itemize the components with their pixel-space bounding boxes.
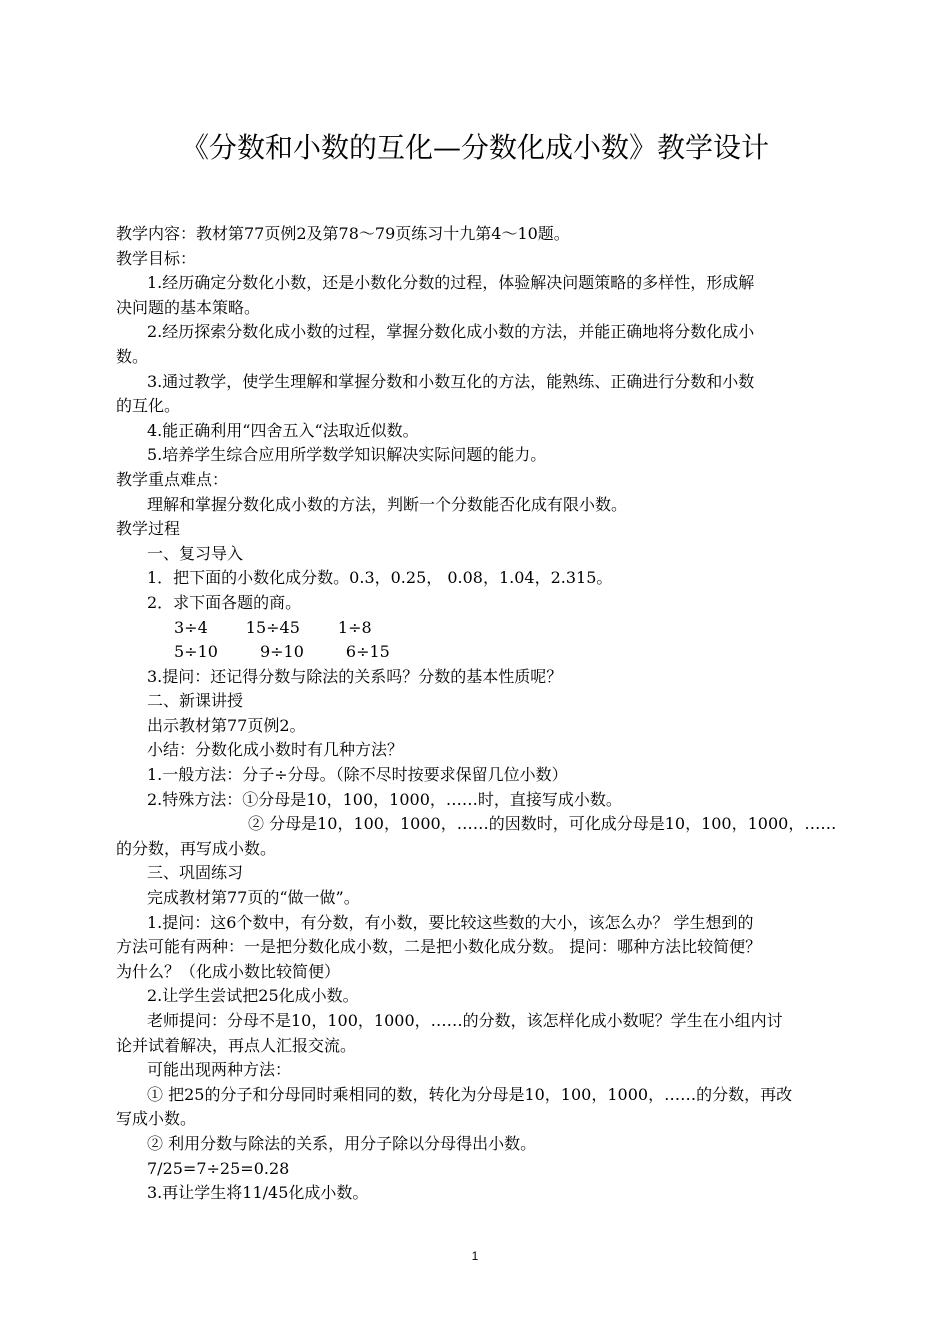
text-line: 一、复习导入 [147, 543, 244, 563]
text-line: 2.经历探索分数化成小数的过程，掌握分数化成小数的方法，并能正确地将分数化成小 [147, 322, 755, 342]
text-line: 论并试着解决，再点人汇报交流。 [116, 1035, 357, 1055]
text-line: 4.能正确利用“四舍五入“法取近似数。 [147, 420, 419, 440]
quotient-item: 6÷15 [345, 642, 390, 662]
text-line: 小结：分数化成小数时有几种方法？ [147, 740, 404, 760]
text-line: 教学内容：教材第77页例2及第78～79页练习十九第4～10题。 [116, 224, 570, 243]
text-line: 1.一般方法：分子÷分母。（除不尽时按要求保留几位小数） [147, 765, 568, 785]
text-line: 数。 [116, 346, 149, 366]
text-line: 1.提问：这6个数中，有分数，有小数，要比较这些数的大小，该怎么办？ 学生想到的 [147, 912, 754, 932]
text-line: 教学目标： [116, 248, 197, 268]
text-line: 3.再让学生将11/45化成小数。 [147, 1183, 369, 1203]
text-line: 2.让学生尝试把25化成小数。 [147, 986, 359, 1006]
text-line: 完成教材第77页的“做一做”。 [147, 888, 360, 908]
document-body [116, 222, 861, 1206]
text-line: 理解和掌握分数化成小数的方法，判断一个分数能否化成有限小数。 [147, 494, 628, 514]
text-line: ① 把25的分子和分母同时乘相同的数，转化为分母是10，100，1000，……的分数，再改 [147, 1084, 793, 1104]
text-line: 为什么？（化成小数比较简便） [116, 961, 341, 981]
text-line: 3.提问：还记得分数与除法的关系吗？分数的基本性质呢？ [147, 666, 563, 686]
text-line: 二、新课讲授 [147, 691, 244, 711]
quotient-row [116, 640, 861, 665]
page-number: 1 [471, 1249, 479, 1263]
section-heading: 教学重点难点： [116, 469, 229, 489]
text-line: ② 分母是10，100，1000，……的因数时，可化成分母是10，100，1000，…… [248, 814, 837, 834]
text-line: 的分数，再写成小数。 [116, 838, 277, 858]
text-line: 7/25=7÷25=0.28 [147, 1158, 290, 1178]
quotient-item: 3÷4 [174, 617, 208, 637]
text-line: 决问题的基本策略。 [116, 297, 261, 317]
text-line: 2.特殊方法：①分母是10，100，1000，……时，直接写成小数。 [147, 789, 622, 809]
text-line: 1．把下面的小数化成分数。0.3，0.25， 0.08，1.04，2.315。 [147, 568, 613, 588]
quotient-row [116, 616, 861, 641]
text-line: 2．求下面各题的商。 [147, 592, 302, 612]
quotient-item: 15÷45 [245, 617, 300, 637]
text-line: 老师提问：分母不是10，100，1000，……的分数，该怎样化成小数呢？学生在小组内讨 [147, 1011, 783, 1030]
text-line: 5.培养学生综合应用所学数学知识解决实际问题的能力。 [147, 445, 547, 465]
text-line: 3.通过教学，使学生理解和掌握分数和小数互化的方法，能熟练、正确进行分数和小数 [147, 371, 755, 391]
text-line: 出示教材第77页例2。 [147, 715, 306, 735]
quotient-item: 9÷10 [259, 642, 304, 662]
document-title: 《分数和小数的互化—分数化成小数》教学设计 [180, 131, 769, 164]
text-line: 写成小数。 [116, 1109, 197, 1129]
section-heading: 教学过程 [116, 519, 181, 539]
text-line: 可能出现两种方法： [147, 1060, 292, 1080]
text-line: ② 利用分数与除法的关系，用分子除以分母得出小数。 [147, 1133, 537, 1153]
text-line: 三、巩固练习 [147, 863, 244, 883]
text-line: 方法可能有两种：一是把分数化成小数，二是把小数化成分数。 提问：哪种方法比较简便？ [116, 937, 762, 957]
text-line: 的互化。 [116, 396, 181, 416]
quotient-item: 1÷8 [337, 617, 372, 637]
quotient-item: 5÷10 [174, 642, 218, 662]
text-line: 1.经历确定分数化小数，还是小数化分数的过程，体验解决问题策略的多样性，形成解 [147, 273, 755, 293]
